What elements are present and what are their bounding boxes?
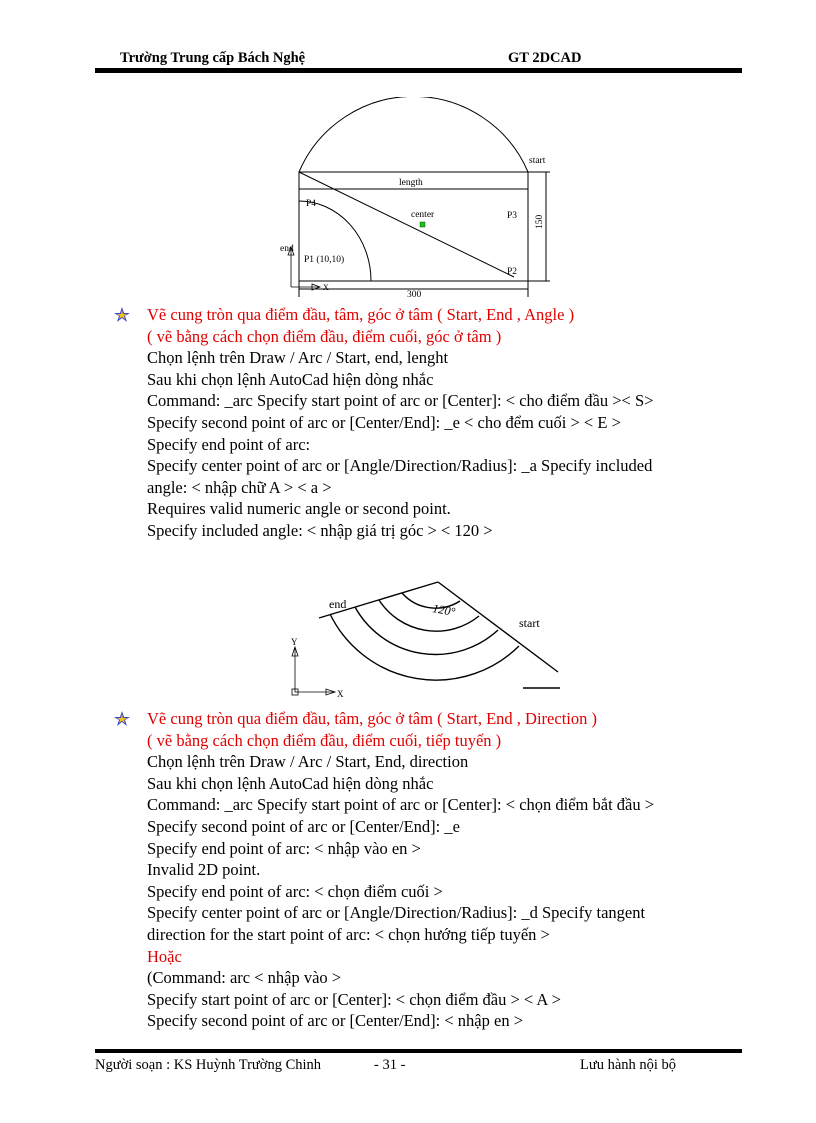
- section1-line: Specify included angle: < nhập giá trị góc > < 120 >: [147, 520, 493, 540]
- label-start: start: [529, 156, 546, 166]
- pin-bullet-icon: [113, 307, 131, 323]
- footer-note: Lưu hành nội bộ: [580, 1057, 677, 1073]
- section1-line: Chọn lệnh trên Draw / Arc / Start, end, lenght: [147, 348, 449, 368]
- section1-line: angle: < nhập chữ A > < a >: [147, 477, 332, 497]
- section1-line: Specify center point of arc or [Angle/Direction/Radius]: _a Specify included: [147, 456, 653, 476]
- section2-line: Command: _arc Specify start point of arc or [Center]: < chọn điểm bắt đầu >: [147, 795, 655, 815]
- section2-line: Invalid 2D point.: [147, 860, 261, 880]
- footer-rule: [95, 1049, 742, 1053]
- section2-or-label: Hoặc: [147, 946, 182, 966]
- label-length: length: [399, 178, 423, 188]
- section1-line: Specify end point of arc:: [147, 434, 311, 454]
- section1-title: Vẽ cung tròn qua điểm đầu, tâm, góc ở tâm ( Start, End , Angle ): [147, 305, 575, 324]
- section1-line: Requires valid numeric angle or second point.: [147, 499, 451, 519]
- center-point-marker: [420, 222, 425, 227]
- label-angle: 120°: [431, 601, 457, 619]
- section2-line: Specify start point of arc or [Center]: < chọn điểm đầu > < A >: [147, 989, 561, 1009]
- section2-line: Specify end point of arc: < chọn điểm cuối >: [147, 881, 443, 901]
- section2-line: Specify second point of arc or [Center/End]: _e: [147, 816, 460, 836]
- section2-line: Specify center point of arc or [Angle/Direction/Radius]: _d Specify tangent: [147, 903, 646, 923]
- section2-line: (Command: arc < nhập vào >: [147, 968, 342, 988]
- label-x-axis: X: [337, 689, 344, 699]
- label-end: end: [280, 244, 294, 254]
- label-y-axis: Y: [291, 637, 298, 647]
- footer-page-number: - 31 -: [374, 1057, 406, 1073]
- figure-start-end-angle: [280, 97, 555, 299]
- quarter-arc: [299, 201, 371, 281]
- section1-line: Command: _arc Specify start point of arc or [Center]: < cho điểm đầu >< S>: [147, 391, 654, 411]
- header-rule: [95, 68, 742, 73]
- header-school-name: Trường Trung cấp Bách Nghệ: [120, 50, 306, 66]
- figure-start-end-angle-drawing: [280, 97, 555, 299]
- semicircle-arc: [299, 97, 528, 172]
- figure-included-angle: [278, 542, 562, 700]
- label-end: end: [329, 597, 347, 611]
- label-150: 150: [535, 214, 545, 229]
- label-p1: P1 (10,10): [304, 255, 345, 265]
- section2-line: Specify second point of arc or [Center/End]: < nhập en >: [147, 1011, 523, 1031]
- label-300: 300: [407, 290, 422, 299]
- label-p3: P3: [507, 211, 518, 221]
- section1-line: Specify second point of arc or [Center/End]: _e < cho đểm cuối > < E >: [147, 412, 621, 432]
- section2-title: Vẽ cung tròn qua điểm đầu, tâm, góc ở tâm ( Start, End , Direction ): [147, 709, 597, 728]
- figure-included-angle-drawing: [278, 542, 562, 700]
- section1-subtitle: ( vẽ bằng cách chọn điểm đầu, điểm cuối, góc ở tâm ): [147, 326, 502, 346]
- arc-outer: [330, 614, 519, 680]
- start-tangent-line: [438, 582, 558, 672]
- label-center: center: [411, 210, 435, 220]
- section2-line: Sau khi chọn lệnh AutoCad hiện dòng nhắc: [147, 773, 434, 793]
- label-p2: P2: [507, 267, 518, 277]
- pin-bullet-icon: [113, 711, 131, 727]
- section2-line: Chọn lệnh trên Draw / Arc / Start, End, direction: [147, 752, 469, 772]
- label-p4: P4: [306, 199, 317, 209]
- label-x-axis: X: [323, 283, 329, 292]
- section2-line: direction for the start point of arc: < chọn hướng tiếp tuyến >: [147, 924, 550, 944]
- header-course-title: GT 2DCAD: [508, 50, 582, 66]
- arc-middle: [379, 600, 479, 631]
- section2-subtitle: ( vẽ bằng cách chọn điểm đầu, điểm cuối, tiếp tuyến ): [147, 730, 502, 750]
- footer-author: Người soạn : KS Huỳnh Trường Chinh: [95, 1057, 322, 1073]
- section1-line: Sau khi chọn lệnh AutoCad hiện dòng nhắc: [147, 369, 434, 389]
- section-start-end-angle: [113, 304, 653, 542]
- section-start-end-direction: [113, 708, 654, 1032]
- section2-line: Specify end point of arc: < nhập vào en >: [147, 838, 421, 858]
- label-start: start: [519, 616, 540, 630]
